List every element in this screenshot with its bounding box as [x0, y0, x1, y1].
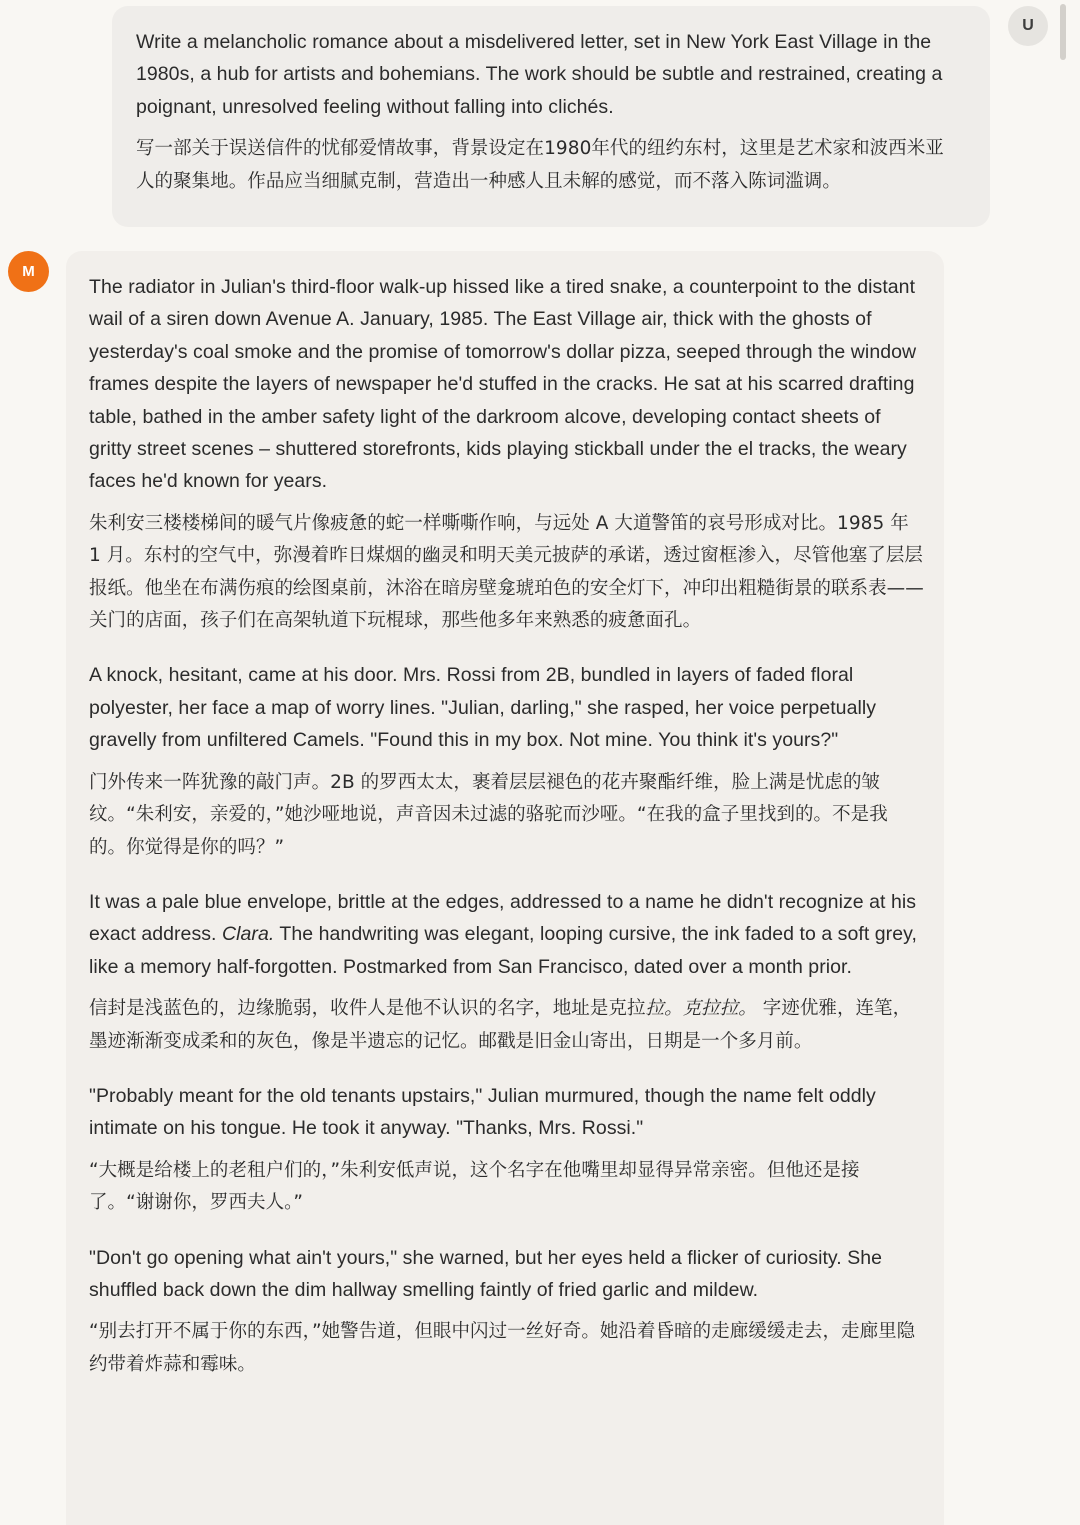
story-paragraph-3-zh-part-a: 信封是浅蓝色的，边缘脆弱，收件人是他不认识的名字，地址是克拉	[89, 998, 646, 1020]
scrollbar-thumb[interactable]	[1060, 4, 1066, 60]
recipient-name: Clara.	[221, 923, 275, 946]
recipient-name-zh: 拉。克拉拉。	[645, 998, 757, 1020]
user-message	[112, 6, 990, 227]
story-paragraph-4-en: "Probably meant for the old tenants upstairs," Julian murmured, though the name felt oddly intimate on his tongue. He took it anyway. "Thanks, Mrs. Rossi."	[89, 1084, 876, 1140]
assistant-avatar: M	[8, 251, 49, 292]
user-prompt-en: Write a melancholic romance about a misdelivered letter, set in New York East Village in the 1980s, a hub for artists and bohemians. The work should be subtle and restrained, creating a poignant, unresolved feeling without falling into clichés.	[136, 31, 943, 118]
assistant-message	[66, 251, 944, 1525]
story-paragraph-1-zh: 朱利安三楼楼梯间的暖气片像疲惫的蛇一样嘶嘶作响，与远处 A 大道警笛的哀号形成对比。1985 年 1 月。东村的空气中，弥漫着昨日煤烟的幽灵和明天美元披萨的承诺，透过窗框渗入，尽管他塞了层层报纸。他坐在布满伤痕的绘图桌前，沐浴在暗房壁龛琥珀色的安全灯下，冲印出粗糙街景的联系表——关门的店面，孩子们在高架轨道下玩棍球，那些他多年来熟悉的疲惫面孔。	[89, 512, 924, 632]
story-paragraph-3-zh	[89, 993, 924, 1058]
story-paragraph-1-en: The radiator in Julian's third-floor walk-up hissed like a tired snake, a counterpoint to the distant wail of a siren down Avenue A. January, 1985. The East Village air, thick with the ghosts of yesterday's coal smoke and the promise of tomorrow's dollar pizza, seeped through the window frames despite the layers of newspaper he'd stuffed in the cracks. He sat at his scarred drafting table, bathed in the amber safety light of the darkroom alcove, developing contact sheets of gritty street scenes – shuttered storefronts, kids playing stickball under the el tracks, the weary faces he'd known for years.	[89, 276, 917, 493]
story-paragraph-2-en: A knock, hesitant, came at his door. Mrs. Rossi from 2B, bundled in layers of faded floral polyester, her face a map of worry lines. "Julian, darling," she rasped, her voice perpetually gravelly from unfiltered Camels. "Found this in my box. Not mine. You think it's yours?"	[89, 664, 877, 752]
story-paragraph-5-zh: “别去打开不属于你的东西，”她警告道，但眼中闪过一丝好奇。她沿着昏暗的走廊缓缓走去，走廊里隐约带着炸蒜和霉味。	[89, 1321, 916, 1375]
story-paragraph-3-zh-part-b: 字迹优雅，连笔，墨迹渐渐变成柔和的灰色，像是半遗忘的记忆。邮戳是旧金山寄出，日期是一个多月前。	[89, 998, 912, 1052]
story-paragraph-5-en: "Don't go opening what ain't yours," she warned, but her eyes held a flicker of curiosity. She shuffled back down the dim hallway smelling faintly of fried garlic and mildew.	[89, 1246, 883, 1301]
story-paragraph-4-zh: “大概是给楼上的老租户们的，”朱利安低声说，这个名字在他嘴里却显得异常亲密。但他还是接了。“谢谢你，罗西夫人。”	[89, 1159, 860, 1214]
story-paragraph-3-en	[89, 886, 924, 983]
story-paragraph-3-en-part-a: It was a pale blue envelope, brittle at the edges, addressed to a name he didn't recognize at his exact address.	[89, 890, 917, 946]
user-prompt-zh: 写一部关于误送信件的忧郁爱情故事，背景设定在1980年代的纽约东村，这里是艺术家和波西米亚人的聚集地。作品应当细腻克制，营造出一种感人且未解的感觉，而不落入陈词滥调。	[136, 138, 944, 192]
story-paragraph-2-zh: 门外传来一阵犹豫的敲门声。2B 的罗西太太，裹着层层褪色的花卉聚酯纤维，脸上满是忧虑的皱纹。“朱利安，亲爱的，”她沙哑地说，声音因未过滤的骆驼而沙哑。“在我的盒子里找到的。不是我的。你觉得是你的吗？”	[89, 771, 888, 858]
story-paragraph-3-en-part-b: The handwriting was elegant, looping cursive, the ink faded to a soft grey, like a memory half-forgotten. Postmarked from San Francisco, dated over a month prior.	[89, 923, 917, 978]
user-avatar[interactable]: U	[1008, 6, 1048, 46]
